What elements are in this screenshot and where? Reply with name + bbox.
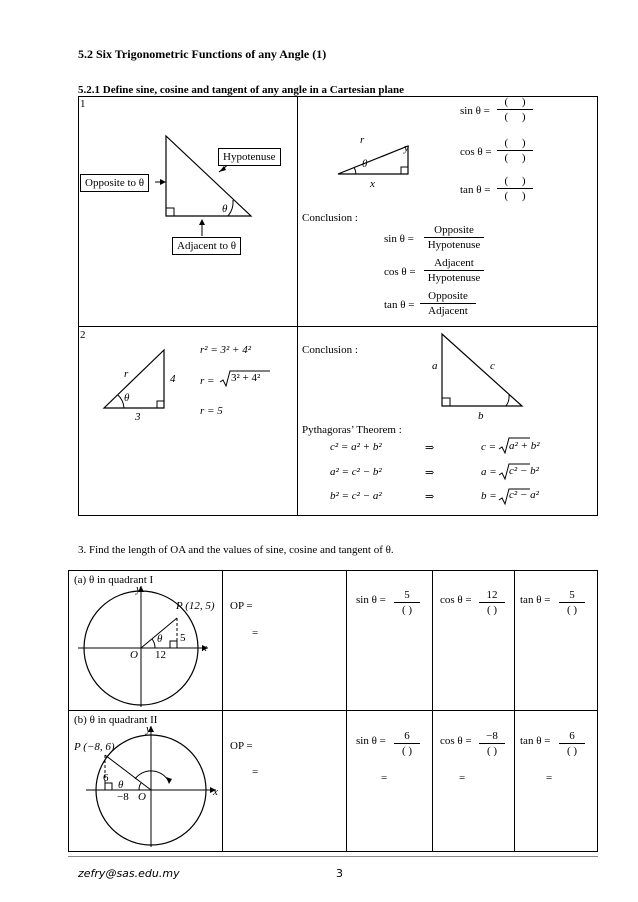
cos-fill-label: cos θ = — [460, 146, 492, 158]
conclusion-label: Conclusion : — [302, 212, 358, 224]
section-heading: 5.2 Six Trigonometric Functions of any Angle (1) — [78, 47, 327, 61]
a-cos-label: cos θ = — [440, 594, 472, 606]
adjacent-label: Adjacent to θ — [172, 237, 241, 255]
part-a-title: (a) θ in quadrant I — [74, 574, 154, 586]
equation-2-radicand: 3² + 4² — [231, 372, 261, 384]
small-theta: θ — [362, 158, 368, 170]
q-col-2 — [346, 570, 347, 852]
a-cos-fraction: 12 ( ) — [479, 588, 505, 617]
pythagoras-label: Pythagoras’ Theorem : — [302, 424, 402, 436]
a-val5: 5 — [180, 632, 186, 644]
hypotenuse-label: Hypotenuse — [218, 148, 281, 166]
side-b-label: b — [478, 410, 484, 422]
conclusion-label-2: Conclusion : — [302, 344, 358, 356]
side-a-label: a — [432, 360, 438, 372]
q-row-divider — [68, 710, 598, 711]
tan-fill-fraction: ( ) ( ) — [497, 174, 533, 203]
a-theta: θ — [157, 633, 163, 645]
b-cos-label: cos θ = — [440, 735, 472, 747]
sin-def-fraction: Opposite Hypotenuse — [424, 223, 484, 252]
py2-rhs: a = — [481, 466, 497, 478]
row1-diagrams — [78, 96, 598, 326]
footer-rule — [68, 856, 598, 857]
theta-symbol: θ — [222, 203, 228, 215]
a-op-eq: = — [252, 627, 259, 639]
q-col-3 — [432, 570, 433, 852]
b-cos-fraction: −8 ( ) — [479, 729, 505, 758]
subsection-heading: 5.2.1 Define sine, cosine and tangent of any angle in a Cartesian plane — [78, 84, 405, 96]
b-theta: θ — [118, 779, 124, 791]
small-r-label: r — [360, 134, 365, 146]
sin-fill-fraction: ( ) ( ) — [497, 95, 533, 124]
py1-lhs: c² = a² + b² — [330, 441, 382, 453]
row2-number: 2 — [80, 329, 86, 341]
opposite-label: Opposite to θ — [80, 174, 149, 192]
b-x-label: x — [213, 786, 218, 798]
footer-email: zefry@sas.edu.my — [78, 867, 180, 880]
b-valm8: −8 — [117, 791, 129, 803]
py2-lhs: a² = c² − b² — [330, 466, 382, 478]
a-op-label: OP = — [230, 600, 253, 612]
q-col-1 — [222, 570, 223, 852]
cos-def-fraction: Adjacent Hypotenuse — [424, 256, 484, 285]
question-3: 3. Find the length of OA and the values of sine, cosine and tangent of θ. — [78, 544, 394, 556]
a-sin-label: sin θ = — [356, 594, 386, 606]
a-origin-label: O — [130, 649, 138, 661]
page-number: 3 — [336, 867, 343, 880]
a-point-label: P (12, 5) — [176, 600, 215, 612]
py3-implies: ⇒ — [425, 491, 435, 503]
side-c-label: c — [490, 360, 495, 372]
b-tan-fraction: 6 ( ) — [559, 729, 585, 758]
a-val12: 12 — [155, 649, 166, 661]
b-y-label: y — [146, 723, 151, 735]
b-sin-eq: = — [381, 772, 388, 784]
small-x-label: x — [370, 178, 375, 190]
sin-def-lhs: sin θ = — [384, 233, 414, 245]
b-point-label: P (−8, 6) — [74, 741, 115, 753]
b-sin-label: sin θ = — [356, 735, 386, 747]
b-tan-eq: = — [546, 772, 553, 784]
tan-def-fraction: Opposite Adjacent — [420, 289, 476, 318]
py1-rhs: c = — [481, 441, 497, 453]
small-y-label: y — [404, 142, 409, 154]
row1-number: 1 — [80, 98, 86, 110]
side-r-label: r — [124, 368, 129, 380]
cos-fill-fraction: ( ) ( ) — [497, 136, 533, 165]
b-cos-eq: = — [459, 772, 466, 784]
py2-radicand: c² − b² — [509, 465, 539, 477]
tan-def-lhs: tan θ = — [384, 299, 415, 311]
b-op-eq: = — [252, 766, 259, 778]
part-b-title: (b) θ in quadrant II — [74, 714, 158, 726]
a-tan-fraction: 5 ( ) — [559, 588, 585, 617]
q-col-4 — [514, 570, 515, 852]
tan-fill-label: tan θ = — [460, 184, 491, 196]
side-4-label: 4 — [170, 373, 176, 385]
b-val6: 6 — [103, 772, 109, 784]
sin-fill-label: sin θ = — [460, 105, 490, 117]
a-x-label: x — [202, 642, 207, 654]
a-y-label: y — [136, 583, 141, 595]
py2-implies: ⇒ — [425, 467, 435, 479]
py1-implies: ⇒ — [425, 442, 435, 454]
equation-2-lhs: r = — [200, 375, 215, 387]
py3-lhs: b² = c² − a² — [330, 490, 382, 502]
equation-3: r = 5 — [200, 405, 223, 417]
row2-theta: θ — [124, 392, 130, 404]
equation-1: r² = 3² + 4² — [200, 344, 252, 356]
a-tan-label: tan θ = — [520, 594, 551, 606]
py3-rhs: b = — [481, 490, 497, 502]
b-origin-label: O — [138, 791, 146, 803]
b-sin-fraction: 6 ( ) — [394, 729, 420, 758]
py3-radicand: c² − a² — [509, 489, 539, 501]
py1-radicand: a² + b² — [509, 440, 540, 452]
side-3-label: 3 — [135, 411, 141, 423]
cos-def-lhs: cos θ = — [384, 266, 416, 278]
a-sin-fraction: 5 ( ) — [394, 588, 420, 617]
b-op-label: OP = — [230, 740, 253, 752]
b-tan-label: tan θ = — [520, 735, 551, 747]
